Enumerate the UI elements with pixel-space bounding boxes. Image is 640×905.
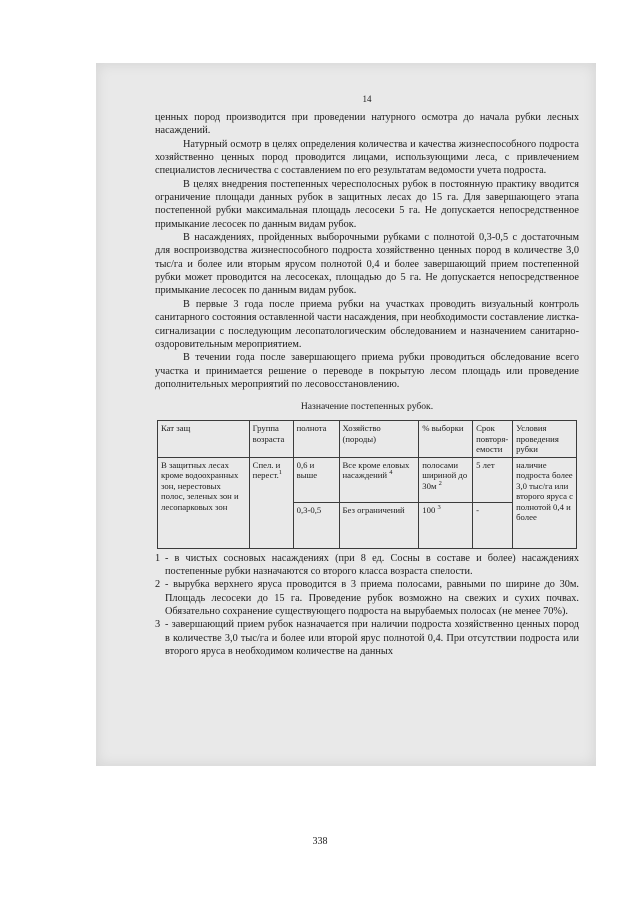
species-cell: Все кроме еловых насаждений $^4$ xyxy=(339,457,419,502)
footnote-mark: 1 xyxy=(155,552,161,564)
table-title: Назначение постепенных рубок. xyxy=(300,401,434,413)
table-header-row xyxy=(158,421,577,458)
header-cell: Условия проведения рубки xyxy=(513,421,577,458)
footnote-text: - в чистых сосновых насаждениях (при 8 ед. Сосны в составе и более) насаждениях постепенные рубки назначаются со второго класса возраста спелости. xyxy=(165,552,579,578)
header-cell: Кат защ xyxy=(158,421,250,458)
density-cell: 0,3-0,5 xyxy=(293,502,339,548)
page-content xyxy=(155,94,579,658)
cutting-table xyxy=(157,420,577,549)
page-number-bottom: 338 xyxy=(312,836,328,847)
conditions-cell: наличие подроста более 3,0 тыс/га или второго яруса с полнотой 0,4 и более xyxy=(513,457,577,548)
category-cell: В защитных лесах кроме водоохранных зон, нерестовых полос, зеленых зон и лесопарковых зон xyxy=(158,457,250,548)
table-row xyxy=(158,457,577,502)
header-cell: полнота xyxy=(293,421,339,458)
species-cell: Без ограничений xyxy=(339,502,419,548)
paragraph: В насаждениях, пройденных выборочными рубками с полнотой 0,3-0,5 с достаточным для воспроизводства жизнеспособного подроста хозяйственно ценных пород в количестве 3,0 тыс/га и более или вторым ярусом полнотой 0,4 и более завершающий прием постепенной рубки может проводится на лесосеках, площадью до 5 га. Не допускается непосредственное примыкание лесосек по данным видам рубок. xyxy=(155,232,579,297)
paragraph: Натурный осмотр в целях определения количества и качества жизнеспособного подроста хозяйственно ценных пород проводится лицами, использующими леса, с привлечением специалистов лесничества с составлением по его результатам ведомости учета подроста. xyxy=(155,138,579,177)
selection-cell: полосами шириной до 30м $^2$ xyxy=(419,457,473,502)
header-cell: Группа возраста xyxy=(249,421,293,458)
header-cell: Хозяйство (породы) xyxy=(339,421,419,458)
footnote-mark: 3 xyxy=(155,619,161,631)
period-cell: - xyxy=(473,502,513,548)
paragraph: В первые 3 года после приема рубки на участках проводить визуальный контроль санитарного состояния оставленной части насаждения, при необходимости составление листка-сигнализации с последующим лесопатологическим обследованием и назначением санитарно-оздоровительным мероприятием. xyxy=(155,298,579,350)
paragraph: В течении года после завершающего приема рубки проводиться обследование всего участка и принимается решение о переводе в покрытую лесом площадь или проведение дополнительных мероприятий по лесовосстановлению. xyxy=(155,352,579,390)
footnote xyxy=(155,618,579,658)
density-cell: 0,6 и выше xyxy=(293,457,339,502)
paragraph: ценных пород производится при проведении натурного осмотра до начала рубки лесных насаждений. xyxy=(155,112,579,137)
page-number-top: 14 xyxy=(362,94,372,104)
footnote xyxy=(155,552,579,579)
header-cell: % выборки xyxy=(419,421,473,458)
selection-cell: 100 $^3$ xyxy=(419,502,473,548)
scanned-page xyxy=(96,63,596,766)
footnote-text: - завершающий прием рубок назначается при наличии подроста хозяйственно ценных пород в количестве 3,0 тыс/га и более или второй ярус полнотой 0,4. При отсутствии подроста или второго яруса в необходимом количестве на данных xyxy=(165,619,579,658)
age-group-cell: Спел. и перест.$^1$ xyxy=(249,457,293,548)
footnote-text: - вырубка верхнего яруса проводится в 3 приема полосами, равными по ширине до 30м. Площадь лесосеки до 15 га. Проведение рубок возможно на свежих и сухих почвах. Обязательно сохранение существующего подроста на вырубаемых полосах (не менее 70%). xyxy=(165,579,579,618)
footnote-mark: 2 xyxy=(155,579,161,591)
header-cell: Срок повторя-емости xyxy=(473,421,513,458)
footnote xyxy=(155,578,579,618)
period-cell: 5 лет xyxy=(473,457,513,502)
footnotes xyxy=(155,552,579,659)
paragraph: В целях внедрения постепенных чересполосных рубок в постоянную практику вводится ограничение площади данных рубок в защитных лесах до 15 га. Для завершающего этапа постепенной рубки максимальная площадь лесосеки 5 га. Не допускается непосредственное примыкание лесосек по данным видам рубок. xyxy=(155,178,579,230)
